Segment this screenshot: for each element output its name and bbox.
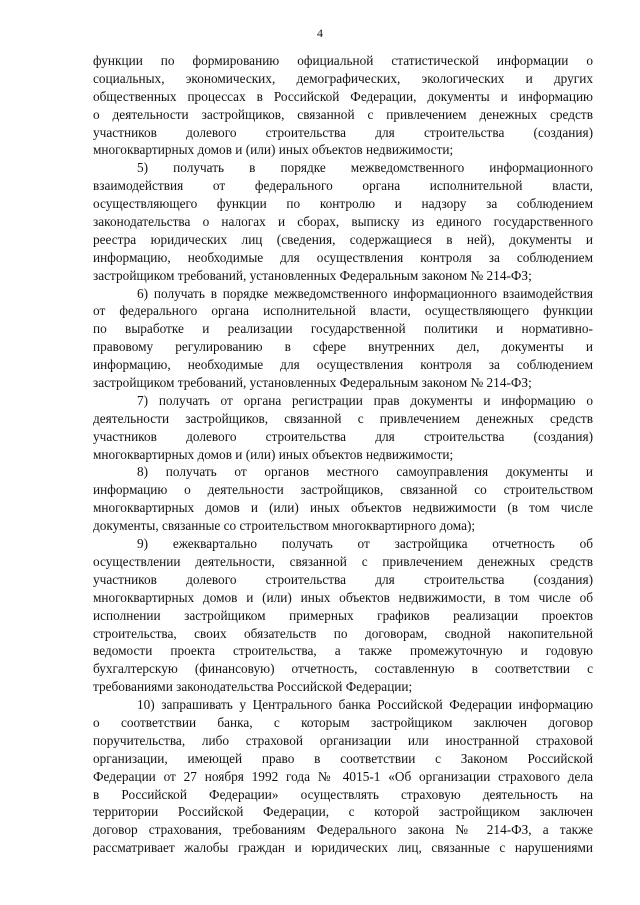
text-line: законодательства о налогах и сборах, выписку из единого государственного xyxy=(93,214,593,230)
text-line: поручительства, либо страховой организации или иностранной страховой xyxy=(93,732,593,748)
text-line: ведомости проекта строительства, а также промежуточную и годовую xyxy=(93,643,593,659)
text-line: многоквартирных домов и (или) иных объектов недвижимости; xyxy=(93,142,454,158)
text-line: от федерального органа исполнительной власти, осуществляющего функции xyxy=(93,303,593,319)
text-line: взаимодействия от федерального органа исполнительной власти, xyxy=(93,178,593,194)
text-line: строительства, своих обязательств по договорам, сводной накопительной xyxy=(93,625,593,641)
text-line: по выработке и реализации государственной политики и нормативно- xyxy=(93,321,593,337)
text-line: участников долевого строительства для строительства (создания) xyxy=(93,428,593,444)
text-line: информацию, необходимые для осуществления контроля за соблюдением xyxy=(93,249,593,265)
text-line: Федерации от 27 ноября 1992 года № 4015-1 «Об организации страхового дела xyxy=(93,768,593,784)
text-line: требованиями законодательства Российской Федерации; xyxy=(93,679,413,695)
text-line: осуществлении деятельности, связанной с привлечением денежных средств xyxy=(93,553,593,569)
text-line: исполнении застройщиком примерных графиков реализации проектов xyxy=(93,607,593,623)
text-line: правовому регулированию в сфере внутренних дел, документы и xyxy=(93,339,593,355)
text-line: застройщиком требований, установленных Федеральным законом № 214-ФЗ; xyxy=(93,267,532,283)
text-line: 7) получать от органа регистрации прав документы и информацию о xyxy=(137,392,593,408)
text-line: 10) запрашивать у Центрального банка Российской Федерации информацию xyxy=(137,697,593,713)
text-line: рассматривает жалобы граждан и юридических лиц, связанные с нарушениями xyxy=(93,840,593,856)
text-line: участников долевого строительства для строительства (создания) xyxy=(93,571,593,587)
text-line: реестра юридических лиц (сведения, содержащиеся в ней), документы и xyxy=(93,231,593,247)
text-line: в Российской Федерации» осуществлять страховую деятельность на xyxy=(93,786,593,802)
text-line: участников долевого строительства для строительства (создания) xyxy=(93,124,593,140)
text-line: организации, имеющей право в соответствии с Законом Российской xyxy=(93,750,593,766)
text-line: о деятельности застройщиков, связанной с привлечением денежных средств xyxy=(93,106,593,122)
text-line: договор страхования, требованиям Федерального закона № 214-ФЗ, а также xyxy=(93,822,593,838)
text-line: застройщиком требований, установленных Федеральным законом № 214-ФЗ; xyxy=(93,375,532,391)
text-line: функции по формированию официальной статистической информации о xyxy=(93,53,593,68)
text-line: многоквартирных домов и (или) иных объектов недвижимости, в том числе об xyxy=(93,589,593,605)
text-line: многоквартирных домов и (или) иных объектов недвижимости (в том числе xyxy=(93,500,593,516)
document-body xyxy=(93,52,593,857)
text-line: социальных, экономических, демографических, экологических и других xyxy=(93,70,593,86)
text-line: 9) ежеквартально получать от застройщика отчетность об xyxy=(137,536,593,552)
text-line: бухгалтерскую (финансовую) отчетность, составленную в соответствии с xyxy=(93,661,593,677)
text-line: осуществляющего функции по контролю и надзору за соблюдением xyxy=(93,196,593,212)
text-line: деятельности застройщиков, связанной с привлечением денежных средств xyxy=(93,410,593,426)
text-line: информацию, необходимые для осуществления контроля за соблюдением xyxy=(93,357,593,373)
text-line: документы, связанные со строительством многоквартирного дома); xyxy=(93,518,476,534)
text-line: общественных процессах в Российской Федерации, документы и информацию xyxy=(93,88,593,104)
text-line: о соответствии банка, с которым застройщиком заключен договор xyxy=(93,714,593,730)
text-line: 5) получать в порядке межведомственного информационного xyxy=(137,160,593,176)
text-line: территории Российской Федерации, с которой застройщиком заключен xyxy=(93,804,593,820)
text-line: многоквартирных домов и (или) иных объектов недвижимости; xyxy=(93,446,454,462)
page-number: 4 xyxy=(317,26,323,40)
text-line: 8) получать от органов местного самоуправления документы и xyxy=(137,464,593,480)
text-line: информацию о деятельности застройщиков, связанной со строительством xyxy=(93,482,593,498)
text-line: 6) получать в порядке межведомственного информационного взаимодействия xyxy=(137,285,593,301)
